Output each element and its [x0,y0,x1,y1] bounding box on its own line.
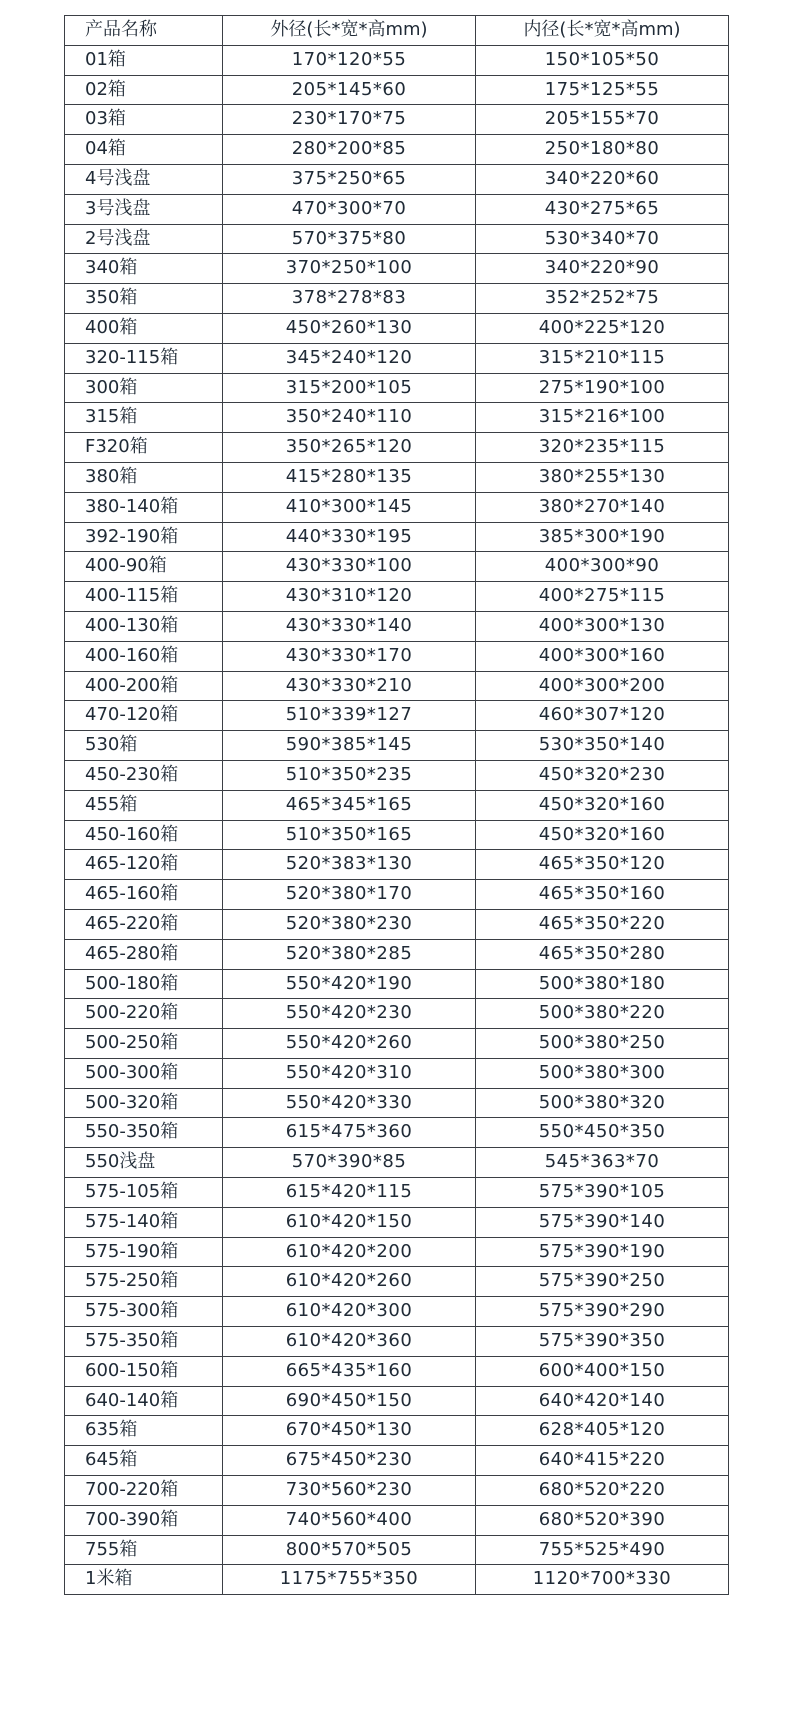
table-row [65,284,729,314]
product-name-cell: 400-130箱 [65,611,223,641]
outer-dimensions-cell: 550*420*190 [223,969,476,999]
inner-dimensions-cell: 320*235*115 [476,433,729,463]
inner-dimensions-cell: 500*380*180 [476,969,729,999]
product-name-cell: 320-115箱 [65,343,223,373]
product-name-cell: 450-160箱 [65,820,223,850]
product-name-cell: 575-140箱 [65,1207,223,1237]
inner-dimensions-cell: 460*307*120 [476,701,729,731]
product-name-cell: 3号浅盘 [65,194,223,224]
outer-dimensions-cell: 350*240*110 [223,403,476,433]
outer-dimensions-cell: 440*330*195 [223,522,476,552]
outer-dimensions-cell: 610*420*260 [223,1267,476,1297]
inner-dimensions-cell: 550*450*350 [476,1118,729,1148]
inner-dimensions-cell: 530*340*70 [476,224,729,254]
table-row [65,462,729,492]
product-name-cell: 550-350箱 [65,1118,223,1148]
table-row [65,433,729,463]
outer-dimensions-cell: 350*265*120 [223,433,476,463]
table-row [65,1148,729,1178]
inner-dimensions-cell: 150*105*50 [476,45,729,75]
table-row [65,880,729,910]
outer-dimensions-cell: 610*420*200 [223,1237,476,1267]
inner-dimensions-cell: 275*190*100 [476,373,729,403]
inner-dimensions-cell: 465*350*120 [476,850,729,880]
table-row [65,790,729,820]
table-row [65,1058,729,1088]
inner-dimensions-cell: 340*220*90 [476,254,729,284]
inner-dimensions-cell: 400*275*115 [476,582,729,612]
table-row [65,701,729,731]
product-name-cell: 450-230箱 [65,760,223,790]
outer-dimensions-cell: 470*300*70 [223,194,476,224]
outer-dimensions-cell: 740*560*400 [223,1505,476,1535]
outer-dimensions-cell: 615*475*360 [223,1118,476,1148]
table-row [65,1088,729,1118]
product-name-cell: 300箱 [65,373,223,403]
product-name-cell: 530箱 [65,731,223,761]
table-row [65,850,729,880]
product-name-cell: 575-250箱 [65,1267,223,1297]
product-name-cell: 392-190箱 [65,522,223,552]
product-name-cell: 04箱 [65,135,223,165]
outer-dimensions-cell: 675*450*230 [223,1446,476,1476]
outer-dimensions-cell: 315*200*105 [223,373,476,403]
inner-dimensions-cell: 575*390*140 [476,1207,729,1237]
inner-dimensions-cell: 380*255*130 [476,462,729,492]
product-name-cell: 755箱 [65,1535,223,1565]
table-body [65,45,729,1594]
outer-dimensions-cell: 430*330*140 [223,611,476,641]
product-name-cell: F320箱 [65,433,223,463]
table-row [65,1029,729,1059]
table-row [65,164,729,194]
product-name-cell: 640-140箱 [65,1386,223,1416]
outer-dimensions-cell: 510*350*235 [223,760,476,790]
table-row [65,1505,729,1535]
table-row [65,1207,729,1237]
spec-sheet [64,15,728,1595]
outer-dimensions-cell: 280*200*85 [223,135,476,165]
outer-dimensions-cell: 430*310*120 [223,582,476,612]
table-row [65,760,729,790]
inner-dimensions-cell: 400*300*200 [476,671,729,701]
inner-dimensions-cell: 352*252*75 [476,284,729,314]
product-name-cell: 400-160箱 [65,641,223,671]
outer-dimensions-cell: 550*420*310 [223,1058,476,1088]
outer-dimensions-cell: 430*330*170 [223,641,476,671]
product-name-cell: 500-250箱 [65,1029,223,1059]
table-row [65,403,729,433]
outer-dimensions-cell: 610*420*150 [223,1207,476,1237]
outer-dimensions-cell: 510*350*165 [223,820,476,850]
inner-dimensions-cell: 500*380*320 [476,1088,729,1118]
product-name-cell: 2号浅盘 [65,224,223,254]
inner-dimensions-cell: 755*525*490 [476,1535,729,1565]
product-name-cell: 02箱 [65,75,223,105]
outer-dimensions-cell: 375*250*65 [223,164,476,194]
outer-dimensions-cell: 610*420*300 [223,1297,476,1327]
inner-dimensions-cell: 465*350*160 [476,880,729,910]
product-name-cell: 550浅盘 [65,1148,223,1178]
outer-dimensions-cell: 590*385*145 [223,731,476,761]
inner-dimensions-cell: 400*300*130 [476,611,729,641]
outer-dimensions-cell: 465*345*165 [223,790,476,820]
inner-dimensions-cell: 400*225*120 [476,313,729,343]
outer-dimensions-cell: 550*420*260 [223,1029,476,1059]
outer-dimensions-cell: 665*435*160 [223,1356,476,1386]
inner-dimensions-cell: 450*320*230 [476,760,729,790]
outer-dimensions-cell: 230*170*75 [223,105,476,135]
product-name-cell: 1米箱 [65,1565,223,1595]
product-name-cell: 01箱 [65,45,223,75]
inner-dimensions-cell: 680*520*390 [476,1505,729,1535]
table-row [65,969,729,999]
table-row [65,999,729,1029]
inner-dimensions-cell: 380*270*140 [476,492,729,522]
table-row [65,343,729,373]
table-row [65,1476,729,1506]
outer-dimensions-cell: 730*560*230 [223,1476,476,1506]
inner-dimensions-cell: 315*210*115 [476,343,729,373]
product-name-cell: 500-180箱 [65,969,223,999]
product-name-cell: 465-160箱 [65,880,223,910]
table-row [65,1237,729,1267]
inner-dimensions-cell: 500*380*220 [476,999,729,1029]
outer-dimensions-cell: 520*380*170 [223,880,476,910]
header-product-name: 产品名称 [65,16,223,46]
outer-dimensions-cell: 345*240*120 [223,343,476,373]
product-name-cell: 500-320箱 [65,1088,223,1118]
table-row [65,582,729,612]
outer-dimensions-cell: 430*330*100 [223,552,476,582]
product-name-cell: 635箱 [65,1416,223,1446]
table-row [65,313,729,343]
table-row [65,939,729,969]
table-row [65,1446,729,1476]
inner-dimensions-cell: 545*363*70 [476,1148,729,1178]
product-name-cell: 465-280箱 [65,939,223,969]
inner-dimensions-cell: 400*300*90 [476,552,729,582]
outer-dimensions-cell: 410*300*145 [223,492,476,522]
table-row [65,671,729,701]
table-row [65,1416,729,1446]
box-size-table [64,15,729,1595]
inner-dimensions-cell: 430*275*65 [476,194,729,224]
outer-dimensions-cell: 170*120*55 [223,45,476,75]
product-name-cell: 340箱 [65,254,223,284]
inner-dimensions-cell: 400*300*160 [476,641,729,671]
product-name-cell: 470-120箱 [65,701,223,731]
table-row [65,1178,729,1208]
inner-dimensions-cell: 680*520*220 [476,1476,729,1506]
table-row [65,1297,729,1327]
inner-dimensions-cell: 575*390*190 [476,1237,729,1267]
table-row [65,1327,729,1357]
outer-dimensions-cell: 520*380*230 [223,909,476,939]
outer-dimensions-cell: 570*375*80 [223,224,476,254]
outer-dimensions-cell: 520*380*285 [223,939,476,969]
product-name-cell: 600-150箱 [65,1356,223,1386]
product-name-cell: 575-190箱 [65,1237,223,1267]
outer-dimensions-cell: 690*450*150 [223,1386,476,1416]
outer-dimensions-cell: 510*339*127 [223,701,476,731]
product-name-cell: 465-220箱 [65,909,223,939]
inner-dimensions-cell: 575*390*250 [476,1267,729,1297]
table-row [65,75,729,105]
product-name-cell: 380-140箱 [65,492,223,522]
product-name-cell: 315箱 [65,403,223,433]
outer-dimensions-cell: 205*145*60 [223,75,476,105]
product-name-cell: 700-390箱 [65,1505,223,1535]
product-name-cell: 400-90箱 [65,552,223,582]
outer-dimensions-cell: 570*390*85 [223,1148,476,1178]
table-row [65,254,729,284]
inner-dimensions-cell: 450*320*160 [476,820,729,850]
inner-dimensions-cell: 640*415*220 [476,1446,729,1476]
inner-dimensions-cell: 530*350*140 [476,731,729,761]
outer-dimensions-cell: 550*420*230 [223,999,476,1029]
table-row [65,373,729,403]
table-row [65,224,729,254]
inner-dimensions-cell: 465*350*220 [476,909,729,939]
inner-dimensions-cell: 465*350*280 [476,939,729,969]
inner-dimensions-cell: 500*380*300 [476,1058,729,1088]
table-row [65,492,729,522]
table-row [65,820,729,850]
inner-dimensions-cell: 575*390*105 [476,1178,729,1208]
inner-dimensions-cell: 575*390*350 [476,1327,729,1357]
table-row [65,611,729,641]
table-row [65,135,729,165]
table-row [65,105,729,135]
table-row [65,731,729,761]
outer-dimensions-cell: 610*420*360 [223,1327,476,1357]
outer-dimensions-cell: 370*250*100 [223,254,476,284]
inner-dimensions-cell: 450*320*160 [476,790,729,820]
product-name-cell: 400-115箱 [65,582,223,612]
table-row [65,641,729,671]
table-row [65,552,729,582]
outer-dimensions-cell: 615*420*115 [223,1178,476,1208]
outer-dimensions-cell: 1175*755*350 [223,1565,476,1595]
inner-dimensions-cell: 315*216*100 [476,403,729,433]
product-name-cell: 500-220箱 [65,999,223,1029]
table-row [65,1535,729,1565]
table-row [65,1267,729,1297]
outer-dimensions-cell: 550*420*330 [223,1088,476,1118]
product-name-cell: 700-220箱 [65,1476,223,1506]
inner-dimensions-cell: 205*155*70 [476,105,729,135]
product-name-cell: 500-300箱 [65,1058,223,1088]
product-name-cell: 645箱 [65,1446,223,1476]
table-row [65,1565,729,1595]
outer-dimensions-cell: 520*383*130 [223,850,476,880]
table-row [65,1356,729,1386]
outer-dimensions-cell: 415*280*135 [223,462,476,492]
table-header-row [65,16,729,46]
outer-dimensions-cell: 450*260*130 [223,313,476,343]
inner-dimensions-cell: 1120*700*330 [476,1565,729,1595]
outer-dimensions-cell: 430*330*210 [223,671,476,701]
inner-dimensions-cell: 385*300*190 [476,522,729,552]
product-name-cell: 575-300箱 [65,1297,223,1327]
outer-dimensions-cell: 378*278*83 [223,284,476,314]
table-row [65,522,729,552]
product-name-cell: 400-200箱 [65,671,223,701]
product-name-cell: 455箱 [65,790,223,820]
product-name-cell: 03箱 [65,105,223,135]
product-name-cell: 4号浅盘 [65,164,223,194]
product-name-cell: 380箱 [65,462,223,492]
inner-dimensions-cell: 628*405*120 [476,1416,729,1446]
product-name-cell: 575-105箱 [65,1178,223,1208]
product-name-cell: 350箱 [65,284,223,314]
product-name-cell: 575-350箱 [65,1327,223,1357]
inner-dimensions-cell: 640*420*140 [476,1386,729,1416]
inner-dimensions-cell: 250*180*80 [476,135,729,165]
inner-dimensions-cell: 175*125*55 [476,75,729,105]
outer-dimensions-cell: 800*570*505 [223,1535,476,1565]
table-row [65,1386,729,1416]
table-row [65,45,729,75]
inner-dimensions-cell: 500*380*250 [476,1029,729,1059]
table-row [65,909,729,939]
product-name-cell: 400箱 [65,313,223,343]
header-inner-dimensions: 内径(长*宽*高mm) [476,16,729,46]
product-name-cell: 465-120箱 [65,850,223,880]
table-row [65,194,729,224]
table-row [65,1118,729,1148]
inner-dimensions-cell: 575*390*290 [476,1297,729,1327]
outer-dimensions-cell: 670*450*130 [223,1416,476,1446]
inner-dimensions-cell: 600*400*150 [476,1356,729,1386]
header-outer-dimensions: 外径(长*宽*高mm) [223,16,476,46]
inner-dimensions-cell: 340*220*60 [476,164,729,194]
